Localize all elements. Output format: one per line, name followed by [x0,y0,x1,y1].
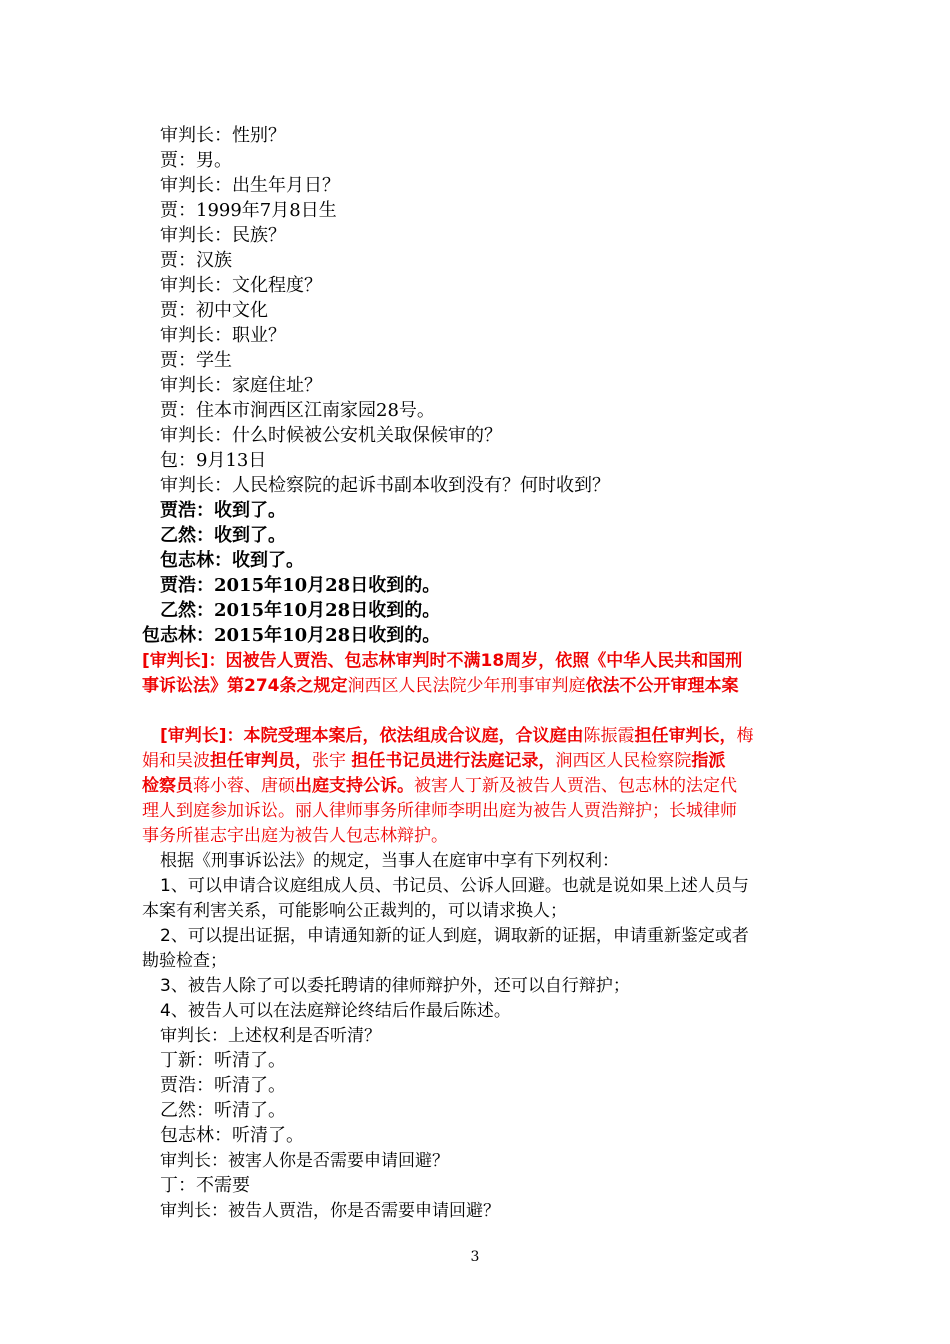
dialogue-line: 审判长：什么时候被公安机关取保候审的？ [160,425,502,446]
announcement-text: 担任审判员， [210,751,312,771]
announcement-text: 依法不公开审理本案 [585,676,739,696]
announcement-line: 事务所崔志宇出庭为被告人包志林辩护。 [142,826,448,846]
dialogue-line: 审判长：人民检察院的起诉书副本收到没有？何时收到？ [160,475,610,496]
dialogue-line: 贾：住本市涧西区江南家园28号。 [160,400,435,421]
announcement-line [160,724,754,748]
answer-line: 贾浩：收到了。 [160,500,286,521]
dialogue-line: 贾：1999年7月8日生 [160,200,337,221]
court-name: 涧西区人民法院少年刑事审判庭 [347,676,586,696]
answer-line: 贾浩：2015年10月28日收到的。 [160,575,441,596]
rights-item: 1、可以申请合议庭组成人员、书记员、公诉人回避。也就是说如果上述人员与 [160,876,749,896]
answer-line: 乙然：2015年10月28日收到的。 [160,600,441,621]
rights-item: 2、可以提出证据，申请通知新的证人到庭，调取新的证据，申请重新鉴定或者 [160,926,749,946]
announcement-line: 理人到庭参加诉讼。丽人律师事务所律师李明出庭为被告人贾浩辩护；长城律师 [142,801,737,821]
dialogue-line: 审判长：家庭住址？ [160,375,322,396]
person-name: 蒋小蓉、唐硕 [193,776,295,796]
dialogue-line: 丁新：听清了。 [160,1050,286,1071]
dialogue-line: 贾：汉族 [160,250,232,271]
dialogue-line: 包志林：听清了。 [160,1125,304,1146]
answer-line: 包志林：2015年10月28日收到的。 [142,625,441,646]
person-name: 张宇 [312,751,352,771]
page-number: 3 [470,1249,480,1265]
announcement-line: [审判长]：因被告人贾浩、包志林审判时不满18周岁，依照《中华人民共和国刑 [142,651,743,671]
dialogue-line: 审判长：文化程度？ [160,275,322,296]
announcement-line [142,674,739,698]
dialogue-line: 丁：不需要 [160,1175,250,1196]
announcement-text: 事诉讼法》第274条之规定 [142,676,348,696]
announcement-text: 担任审判长， [634,726,737,746]
dialogue-line: 审判长：民族？ [160,225,286,246]
answer-line: 包志林：收到了。 [160,550,304,571]
dialogue-line: 审判长：被害人你是否需要申请回避？ [160,1151,449,1171]
dialogue-line: 审判长：职业？ [160,325,286,346]
announcement-text: 被害人丁新及被告人贾浩、包志林的法定代 [414,776,737,796]
dialogue-line: 贾：男。 [160,150,232,171]
dialogue-line: 审判长：上述权利是否听清？ [160,1026,381,1046]
rights-intro: 根据《刑事诉讼法》的规定，当事人在庭审中享有下列权利： [160,851,619,871]
announcement-line [142,774,737,798]
announcement-text: [审判长]：本院受理本案后，依法组成合议庭，合议庭由 [160,726,584,746]
answer-line: 乙然：收到了。 [160,525,286,546]
announcement-text: 出庭支持公诉。 [295,776,414,796]
person-name: 梅 [736,726,754,746]
dialogue-line: 乙然：听清了。 [160,1100,286,1121]
announcement-text: 检察员 [142,776,193,796]
announcement-text: 指派 [691,751,726,771]
dialogue-line: 审判长：被告人贾浩，你是否需要申请回避？ [160,1201,500,1221]
rights-item: 勘验检查； [142,951,227,971]
procuratorate-name: 涧西区人民检察院 [555,751,692,771]
dialogue-line: 贾：学生 [160,350,232,371]
rights-item: 4、被告人可以在法庭辩论终结后作最后陈述。 [160,1001,511,1021]
rights-item: 本案有利害关系，可能影响公正裁判的，可以请求换人； [142,901,567,921]
dialogue-line: 审判长：性别？ [160,125,286,146]
person-name: 娟和吴波 [142,751,210,771]
dialogue-line: 贾浩：听清了。 [160,1075,286,1096]
announcement-text: 担任书记员进行法庭记录， [351,751,556,771]
dialogue-line: 审判长：出生年月日？ [160,175,340,196]
person-name: 陈振霞 [583,726,635,746]
dialogue-line: 贾：初中文化 [160,300,268,321]
announcement-line [142,749,725,773]
dialogue-line: 包：9月13日 [160,450,267,471]
rights-item: 3、被告人除了可以委托聘请的律师辩护外，还可以自行辩护； [160,976,630,996]
